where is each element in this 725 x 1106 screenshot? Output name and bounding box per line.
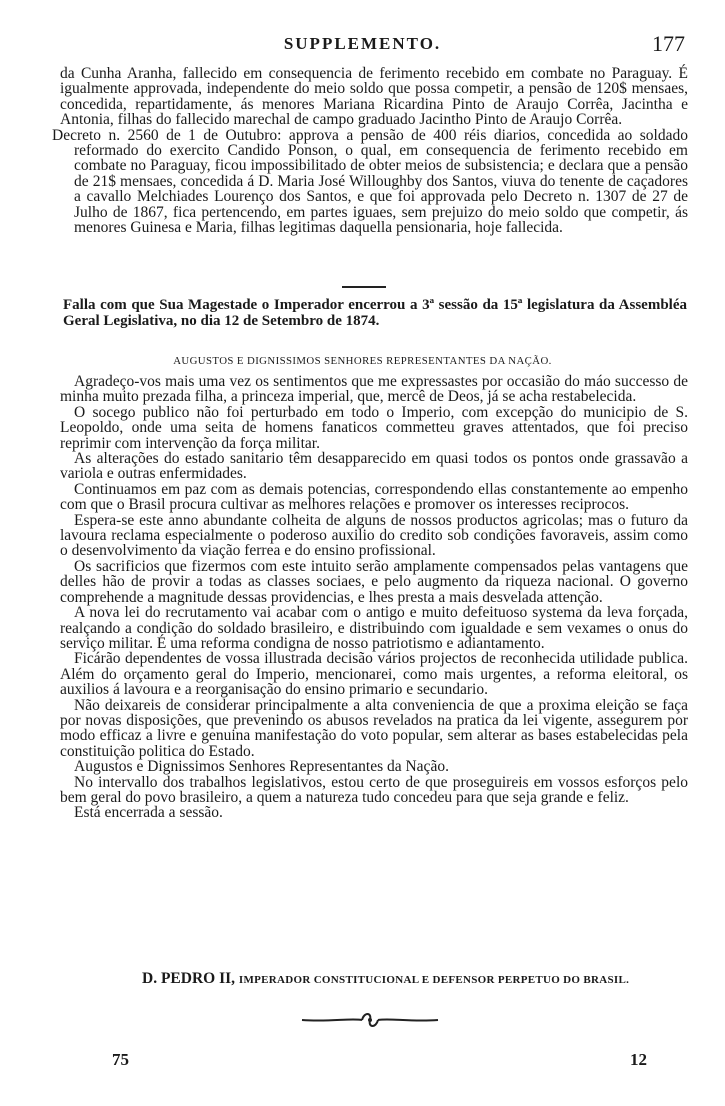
speech-body [60,374,688,821]
speech-paragraph: Os sacrificios que fizermos com este intuito serão amplamente compensados pelas vantagens que delles hão de provir a todas as classes sociaes, e pelo augmento da riqueza nacional. O governo comprehende a magnitude dessas providencias, e lhes presta a mais desvelada attenção. [60,557,688,606]
page-header [0,31,725,56]
decree-paragraph: Decreto n. 2560 de 1 de Outubro: approva a pensão de 400 réis diarios, concedida ao soldado reformado do exercito Candido Ponson, o qual, em consequencia de ferimento recebido em combate no Paraguay, ficou impossibilitado de obter meios de subsistencia; e declara que a pensão de 21$ mensaes, concedida á D. Maria José Willoughby dos Santos, viuva do tenente de caçadores a cavallo Melchiades Lourenço dos Santos, e que foi approvada pelo Decreto n. 1307 de 27 de Julho de 1867, fica pertencendo, em partes iguaes, sem prejuizo do meio soldo que competir, ás menores Guinesa e Maria, filhas legitimas daquella pensionaria, hoje fallecida. [52,126,688,237]
running-title: SUPPLEMENTO. [283,34,442,53]
speech-paragraph: As alterações do estado sanitario têm desapparecido em quasi todos os pontos onde grassavão a variola e outras enfermidades. [60,450,688,483]
speech-paragraph: O socego publico não foi perturbado em todo o Imperio, com excepção do municipio de S. Leopoldo, onde uma seita de homens fanaticos commetteu graves attentados, que foi preciso reprimir com intervenção da força militar. [60,403,688,452]
speech-paragraph: Continuamos em paz com as demais potencias, correspondendo ellas constantemente ao empenho com que o Brasil procura cultivar as melhores relações e promover os interesses reciprocos. [60,480,688,514]
page-number: 177 [652,31,685,56]
decree-paragraph: da Cunha Aranha, fallecido em consequencia de ferimento recebido em combate no Paraguay. É igualmente approvada, independente do meio soldo que possa competir, a pensão de 120$ mensaes, concedida, repartidamente, ás menores Mariana Ricardina Pinto de Araujo Corrêa, Jacintha e Antonia, filhas do fallecido marechal de campo graduado Jacintho Pinto de Araujo Corrêa. [60,65,688,129]
section-divider [342,286,386,288]
speech-paragraph: No intervallo dos trabalhos legislativos, estou certo de que proseguireis em vossos esforços pelo bem geral do povo brasileiro, a quem a natureza tudo concedeu para que seja grande e feliz. [60,773,688,806]
signature-mark: 75 [112,1050,129,1069]
speech-paragraph: Espera-se este anno abundante colheita de alguns de nossos productos agricolas; mas o futuro da lavoura reclama especialmente o poderoso auxilio do credito sob condições favoraveis, assim como o desenvolvimento da viação ferrea e do ensino profissional. [60,511,688,560]
ornament-flourish-icon [300,1008,440,1032]
speech-paragraph: Não deixareis de considerar principalmente a alta conveniencia de que a proxima eleição se faça por novas disposições, que prevenindo os abusos revelados na pratica da lei vigente, assegurem por modo efficaz a livre e genuina manifestação do voto popular, sem alterar as bases estabelecidas pela constituição politica do Estado. [60,696,688,760]
speech-paragraph: A nova lei do recrutamento vai acabar com o antigo e muito defeituoso systema da leva forçada, realçando a condição do soldado brasileiro, e distribuindo com igualdade e sem vexames o onus do serviço militar. É uma reforma condigna de nosso patriotismo e adiantamento. [60,604,688,652]
speech-paragraph: Augustos e Dignissimos Senhores Representantes da Nação. [74,758,449,776]
speech-paragraph: Ficárão dependentes de vossa illustrada decisão vários projectos de reconhecida utilidade publica. Além do orçamento geral do Imperio, mencionarei, como mais urgentes, a reforma eleitoral, os auxilios á lavoura e a reorganisação do ensino primario e secundario. [60,650,688,699]
sheet-number: 12 [630,1050,647,1069]
speech-title: Falla com que Sua Magestade o Imperador encerrou a 3ª sessão da 15ª legislatura da Assembléa Geral Legislativa, no dia 12 de Setembro de 1874. [63,297,687,329]
speech-paragraph: Agradeço-vos mais uma vez os sentimentos que me expressastes por occasião do máo successo de minha muito prezada filha, a princeza imperial, que, mercê de Deos, já se acha restabelecida. [60,373,688,406]
decrees-section [52,65,688,237]
signature-name: D. PEDRO II, [142,970,236,987]
speech-salutation: AUGUSTOS E DIGNISSIMOS SENHORES REPRESENTANTES DA NAÇÃO. [173,355,552,367]
speech-paragraph: Está encerrada a sessão. [74,804,223,822]
signature-title: IMPERADOR CONSTITUCIONAL E DEFENSOR PERPETUO DO BRASIL. [238,974,630,986]
signature-line [142,970,629,988]
